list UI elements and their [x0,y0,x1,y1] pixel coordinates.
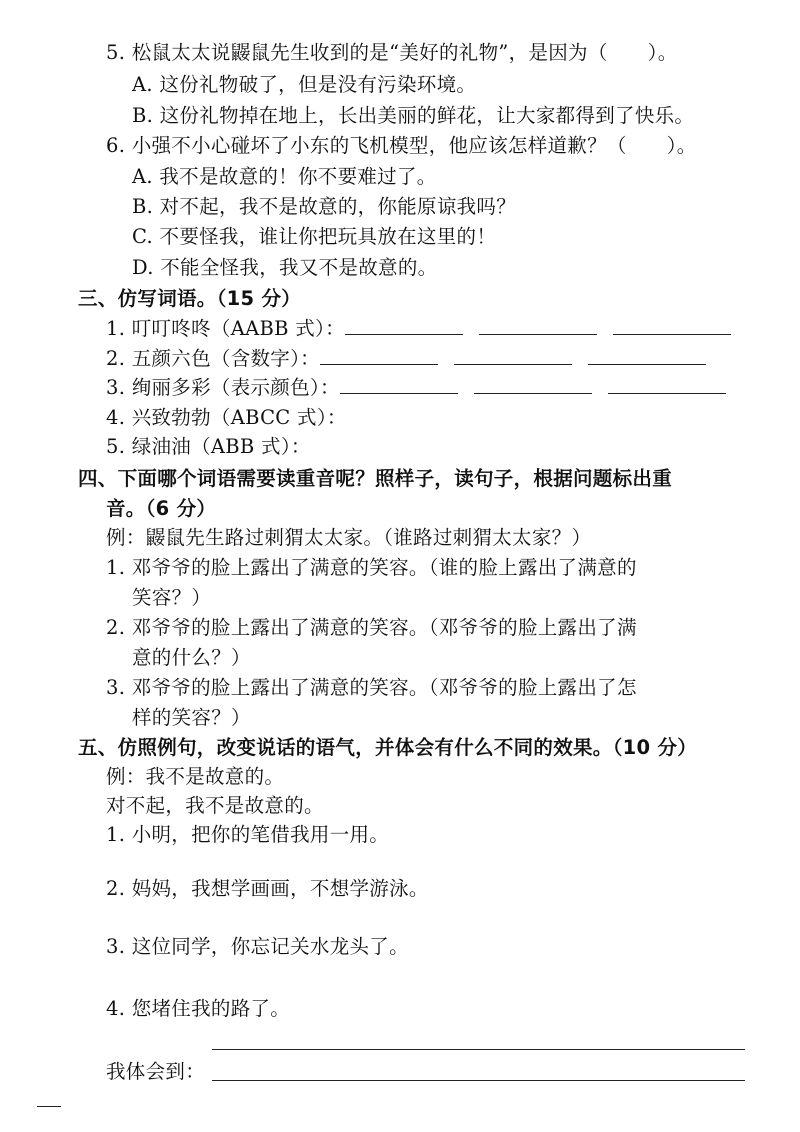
section3-item-3 [106,373,742,403]
answer-blank[interactable] [479,314,597,335]
section3-item-5: 5. 绿油油（ABB 式）： [106,435,311,458]
section3-item-1-label: 1. 叮叮咚咚（AABB 式）： [106,317,345,340]
answer-blank[interactable] [608,373,726,394]
q5-option-a: A. 这份礼物破了，但是没有污染环境。 [132,73,477,96]
section5-item-1: 1. 小明，把你的笔借我用一用。 [106,823,390,846]
section3-item-1 [106,314,747,344]
section3-item-2 [106,344,722,374]
section5-example-line2: 对不起，我不是故意的。 [106,794,324,817]
section4-title-line2: 音。（6 分） [106,497,217,520]
section5-item-2: 2. 妈妈，我想学画画，不想学游泳。 [106,877,429,900]
answer-blank[interactable] [345,314,463,335]
q6-option-a: A. 我不是故意的！你不要难过了。 [132,165,437,188]
q5-stem [106,38,678,68]
section5-item-3: 3. 这位同学，你忘记关水龙头了。 [106,935,409,958]
section3-title: 三、仿写词语。（15 分） [78,287,302,310]
q5-stem-end: ）。 [647,41,678,64]
answer-blank[interactable] [454,344,572,365]
section4-example: 例：鼹鼠先生路过刺猬太太家。（谁路过刺猬太太家？） [106,526,592,549]
answer-blank[interactable] [613,314,731,335]
reflection-answer-line-2[interactable] [212,1080,745,1081]
answer-blank[interactable] [320,344,438,365]
section5-example-line1: 例：我不是故意的。 [106,765,285,788]
q5-option-b: B. 这份礼物掉在地上，长出美丽的鲜花，让大家都得到了快乐。 [132,104,695,127]
section4-item-3-line1: 3. 邓爷爷的脸上露出了满意的笑容。（邓爷爷的脸上露出了怎 [106,676,637,699]
section4-title-line1: 四、下面哪个词语需要读重音呢？照样子，读句子，根据问题标出重 [78,467,673,490]
answer-blank[interactable] [340,373,458,394]
section4-item-3-line2: 样的笑容？） [132,706,251,729]
answer-blank[interactable] [588,344,706,365]
q6-option-d: D. 不能全怪我，我又不是故意的。 [132,256,438,279]
answer-blank[interactable] [474,373,592,394]
section4-item-2-line1: 2. 邓爷爷的脸上露出了满意的笑容。（邓爷爷的脸上露出了满 [106,616,637,639]
reflection-answer-line-1[interactable] [212,1049,745,1050]
section3-item-4: 4. 兴致勃勃（ABCC 式）： [106,406,347,429]
q6-stem-text: 6. 小强不小心碰坏了小东的飞机模型，他应该怎样道歉？（ [106,134,627,157]
q6-option-b: B. 对不起，我不是故意的，你能原谅我吗？ [132,195,517,218]
section5-title: 五、仿照例句，改变说话的语气，并体会有什么不同的效果。（10 分） [78,736,698,759]
section3-item-2-label: 2. 五颜六色（含数字）： [106,347,320,370]
q6-stem-end: ）。 [666,134,697,157]
section4-item-1-line1: 1. 邓爷爷的脸上露出了满意的笑容。（谁的脸上露出了满意的 [106,556,637,579]
section4-item-1-line2: 笑容？） [132,586,212,609]
page-corner-mark [37,1106,61,1107]
section5-item-4: 4. 您堵住我的路了。 [106,997,291,1020]
q5-stem-text: 5. 松鼠太太说鼹鼠先生收到的是“美好的礼物”，是因为（ [106,41,608,64]
section5-reflection-label: 我体会到： [106,1060,206,1083]
q6-option-c: C. 不要怪我，谁让你把玩具放在这里的！ [132,225,497,248]
section4-item-2-line2: 意的什么？） [132,646,251,669]
q6-stem [106,131,697,161]
section3-item-3-label: 3. 绚丽多彩（表示颜色）： [106,376,340,399]
